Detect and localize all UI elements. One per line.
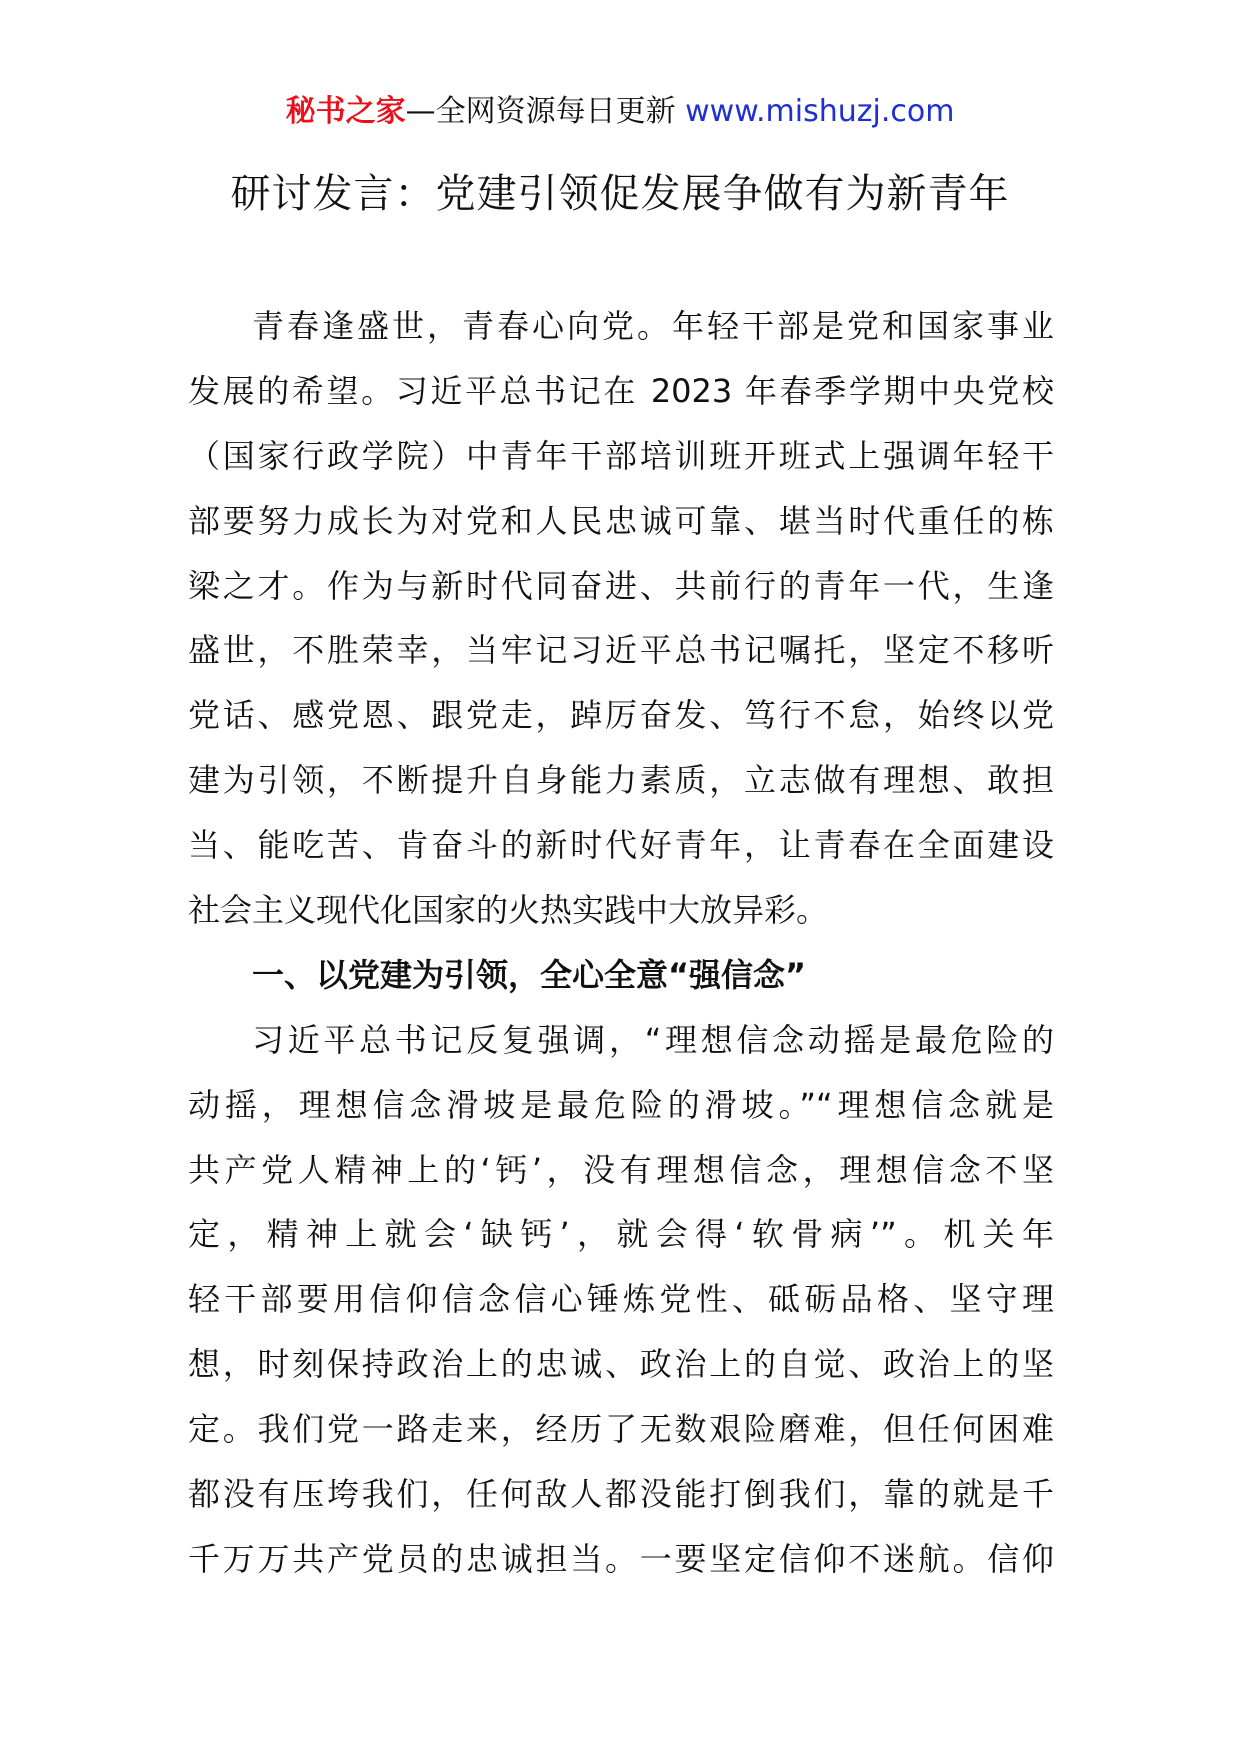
paragraph-line: 轻干部要用信仰信念信心锤炼党性、砥砺品格、坚守理 (188, 1280, 1054, 1319)
paragraph-line: 梁之才。作为与新时代同奋进、共前行的青年一代，生逢 (188, 566, 1054, 605)
paragraph-line: 想，时刻保持政治上的忠诚、政治上的自觉、政治上的坚 (188, 1345, 1054, 1384)
document-title: 研讨发言：党建引领促发展争做有为新青年 (230, 171, 1010, 217)
paragraph-line: 社会主义现代化国家的火热实践中大放异彩。 (188, 891, 829, 930)
paragraph-line: 共产党人精神上的‘钙’，没有理想信念，理想信念不坚 (188, 1150, 1054, 1189)
paragraph-line: 发展的希望。习近平总书记在 2023 年春季学期中央党校 (188, 371, 1054, 410)
paragraph-line: 都没有压垮我们，任何敌人都没能打倒我们，靠的就是千 (188, 1475, 1054, 1514)
paragraph-line: 青春逢盛世，青春心向党。年轻干部是党和国家事业 (252, 307, 1054, 345)
brand-name: 秘书之家 (285, 94, 406, 129)
paragraph-line: 动摇，理想信念滑坡是最危险的滑坡。”“理想信念就是 (188, 1085, 1054, 1124)
paragraph-line: 习近平总书记反复强调，“理想信念动摇是最危险的 (252, 1020, 1054, 1059)
paragraph-line: 当、能吃苦、肯奋斗的新时代好青年，让青春在全面建设 (188, 826, 1054, 865)
paragraph-line: 定，精神上就会‘缺钙’，就会得‘软骨病’”。机关年 (188, 1215, 1054, 1254)
section-heading: 一、以党建为引领，全心全意“强信念” (252, 955, 807, 994)
paragraph-line: 千万万共产党员的忠诚担当。一要坚定信仰不迷航。信仰 (188, 1539, 1054, 1578)
site-slogan: —全网资源每日更新 (405, 94, 676, 129)
paragraph-line: 党话、感党恩、跟党走，踔厉奋发、笃行不怠，始终以党 (188, 696, 1054, 735)
paragraph-line: 部要努力成长为对党和人民忠诚可靠、堪当时代重任的栋 (188, 501, 1054, 540)
paragraph-line: 建为引领，不断提升自身能力素质，立志做有理想、敢担 (188, 761, 1054, 800)
site-url-link[interactable]: www.mishuzj.com (685, 94, 955, 129)
paragraph-line: 盛世，不胜荣幸，当牢记习近平总书记嘱托，坚定不移听 (188, 631, 1054, 670)
paragraph-line: （国家行政学院）中青年干部培训班开班式上强调年轻干 (188, 436, 1054, 475)
document-body (188, 294, 1054, 1592)
paragraph-line: 定。我们党一路走来，经历了无数艰险磨难，但任何困难 (188, 1410, 1054, 1449)
site-header (0, 92, 1240, 132)
